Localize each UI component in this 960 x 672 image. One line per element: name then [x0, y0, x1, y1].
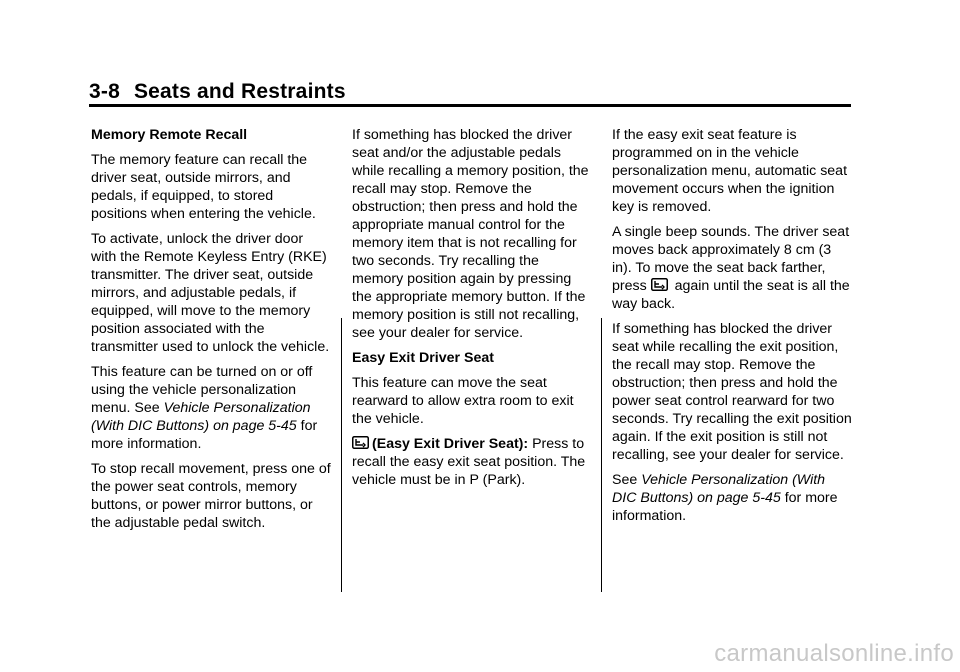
text: for more information.: [91, 418, 318, 452]
column-divider: [341, 318, 342, 592]
paragraph: If something has blocked the driver seat while recalling the exit position, the recall may stop. Remove the obstruction; then press and hold the power seat control rearward for two seconds. Try recalling the exit position again. If the exit position is still not recalling, see your dealer for service.: [612, 321, 852, 463]
text: A single beep sounds. The driver seat moves back approximately 8 cm (3 in). To move the seat back farther, press: [612, 224, 850, 294]
text: Press to recall the easy exit seat position. The vehicle must be in P (Park).: [352, 436, 586, 488]
column-1: [91, 126, 331, 539]
paragraph: The memory feature can recall the driver seat, outside mirrors, and pedals, if equipped, to stored positions when entering the vehicle.: [91, 152, 316, 222]
text: This feature can be turned on or off using the vehicle personalization menu. See: [91, 364, 313, 416]
cross-reference-link[interactable]: Vehicle Personalization (With DIC Buttons) on page 5‑45: [612, 472, 826, 506]
easy-exit-label: (Easy Exit Driver Seat):: [372, 436, 529, 452]
watermark: carmanualsonline.info: [714, 640, 954, 667]
section-number: 3-8: [89, 80, 120, 103]
paragraph: To activate, unlock the driver door with the Remote Keyless Entry (RKE) transmitter. The driver seat, outside mirrors, and adjustable pedals, if equipped, will move to the memory position associated with the transmitter used to unlock the vehicle.: [91, 231, 330, 355]
paragraph: To stop recall movement, press one of the power seat controls, memory buttons, or power mirror buttons, or the adjustable pedal switch.: [91, 461, 331, 531]
page-header: [89, 80, 346, 104]
column-divider: [601, 318, 602, 592]
paragraph: This feature can move the seat rearward to allow extra room to exit the vehicle.: [352, 375, 574, 427]
easy-exit-seat-icon: [651, 278, 668, 291]
text: See: [612, 472, 642, 488]
column-3: [612, 126, 852, 532]
paragraph: [352, 435, 592, 489]
section-title: Seats and Restraints: [133, 80, 346, 103]
header-rule: [89, 104, 851, 107]
paragraph: If something has blocked the driver seat and/or the adjustable pedals while recalling a memory position, the recall may stop. Remove the obstruction; then press and hold the appropriate manual control for the memory item that is not recalling for two seconds. Try recalling the memory position again by pressing the appropriate memory button. If the memory position is still not recalling, see your dealer for service.: [352, 127, 589, 341]
easy-exit-seat-icon: [352, 436, 369, 449]
paragraph: [612, 223, 852, 313]
paragraph: If the easy exit seat feature is programmed on in the vehicle personalization menu, automatic seat movement occurs when the ignition key is removed.: [612, 127, 848, 215]
paragraph: [612, 471, 852, 525]
paragraph: [91, 363, 331, 453]
text: again until the seat is all the way back.: [612, 278, 850, 312]
heading-memory-remote-recall: Memory Remote Recall: [91, 127, 248, 143]
text: for more information.: [612, 490, 838, 524]
heading-easy-exit-driver-seat: Easy Exit Driver Seat: [352, 350, 494, 366]
cross-reference-link[interactable]: Vehicle Personalization (With DIC Buttons) on page 5‑45: [91, 400, 311, 434]
column-2: [352, 126, 592, 496]
